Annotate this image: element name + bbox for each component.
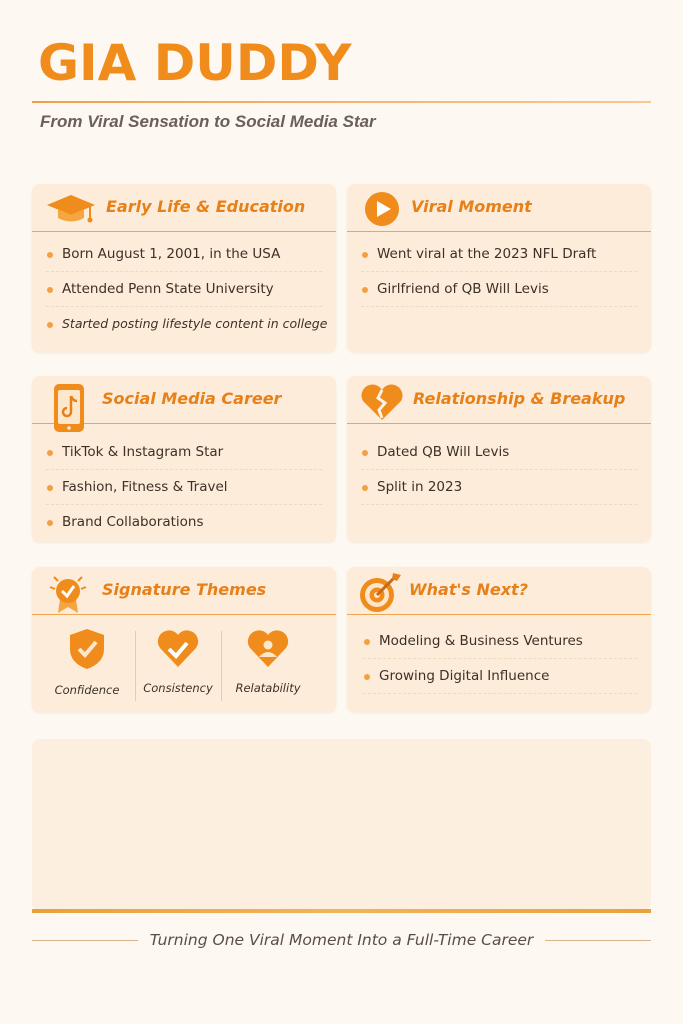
theme-label: Confidence bbox=[54, 683, 120, 697]
card-header bbox=[347, 567, 651, 615]
list-item: Modeling & Business Ventures bbox=[363, 624, 637, 659]
card-title: What's Next? bbox=[409, 580, 528, 599]
page-subtitle: From Viral Sensation to Social Media Star bbox=[40, 112, 376, 131]
list-item: Fashion, Fitness & Travel bbox=[46, 470, 322, 505]
item-list bbox=[46, 435, 322, 540]
target-icon bbox=[357, 571, 403, 615]
card-header bbox=[32, 376, 336, 424]
list-item: Split in 2023 bbox=[361, 470, 637, 505]
card-title: Viral Moment bbox=[411, 197, 532, 216]
phone-tiktok-icon bbox=[52, 382, 88, 434]
footer bbox=[32, 928, 651, 952]
card-viral-moment bbox=[347, 184, 651, 352]
card-relationship bbox=[347, 376, 651, 542]
tagline-rule-right bbox=[545, 940, 651, 941]
card-title: Relationship & Breakup bbox=[413, 389, 626, 408]
graduation-cap-icon bbox=[46, 192, 96, 226]
footer-tagline: Turning One Viral Moment Into a Full-Time Career bbox=[149, 931, 534, 949]
play-icon bbox=[363, 190, 401, 228]
footer-divider bbox=[32, 909, 651, 913]
empty-panel bbox=[32, 739, 651, 911]
theme-relatability bbox=[225, 627, 311, 695]
shield-check-icon bbox=[67, 627, 107, 671]
card-header bbox=[347, 184, 651, 232]
list-item: Started posting lifestyle content in college bbox=[46, 307, 322, 342]
award-badge-icon bbox=[46, 573, 90, 615]
card-header bbox=[32, 184, 336, 232]
card-whats-next bbox=[347, 567, 651, 712]
list-item: Growing Digital Influence bbox=[363, 659, 637, 694]
page-title: GIA DUDDY bbox=[38, 34, 352, 92]
card-social-media bbox=[32, 376, 336, 542]
heart-person-icon bbox=[246, 627, 290, 669]
card-title: Signature Themes bbox=[102, 580, 267, 599]
card-title: Early Life & Education bbox=[106, 197, 306, 216]
item-list bbox=[46, 237, 328, 342]
item-list bbox=[361, 435, 637, 505]
item-list bbox=[361, 237, 637, 307]
card-title: Social Media Career bbox=[102, 389, 282, 408]
tagline-rule-left bbox=[32, 940, 138, 941]
card-header bbox=[32, 567, 336, 615]
item-list bbox=[363, 624, 637, 694]
list-item: Dated QB Will Levis bbox=[361, 435, 637, 470]
list-item: Attended Penn State University bbox=[46, 272, 322, 307]
list-item: Went viral at the 2023 NFL Draft bbox=[361, 237, 637, 272]
heart-check-icon bbox=[156, 627, 200, 669]
theme-confidence bbox=[44, 627, 130, 697]
list-item: Girlfriend of QB Will Levis bbox=[361, 272, 637, 307]
theme-label: Relatability bbox=[235, 681, 301, 695]
list-item: Born August 1, 2001, in the USA bbox=[46, 237, 322, 272]
list-item: Brand Collaborations bbox=[46, 505, 322, 540]
list-item: TikTok & Instagram Star bbox=[46, 435, 322, 470]
card-header bbox=[347, 376, 651, 424]
card-signature-themes bbox=[32, 567, 336, 712]
card-early-life bbox=[32, 184, 336, 352]
theme-consistency bbox=[135, 627, 221, 695]
theme-divider bbox=[221, 631, 222, 701]
title-divider bbox=[32, 101, 651, 103]
broken-heart-icon bbox=[359, 382, 405, 422]
theme-label: Consistency bbox=[143, 681, 213, 695]
